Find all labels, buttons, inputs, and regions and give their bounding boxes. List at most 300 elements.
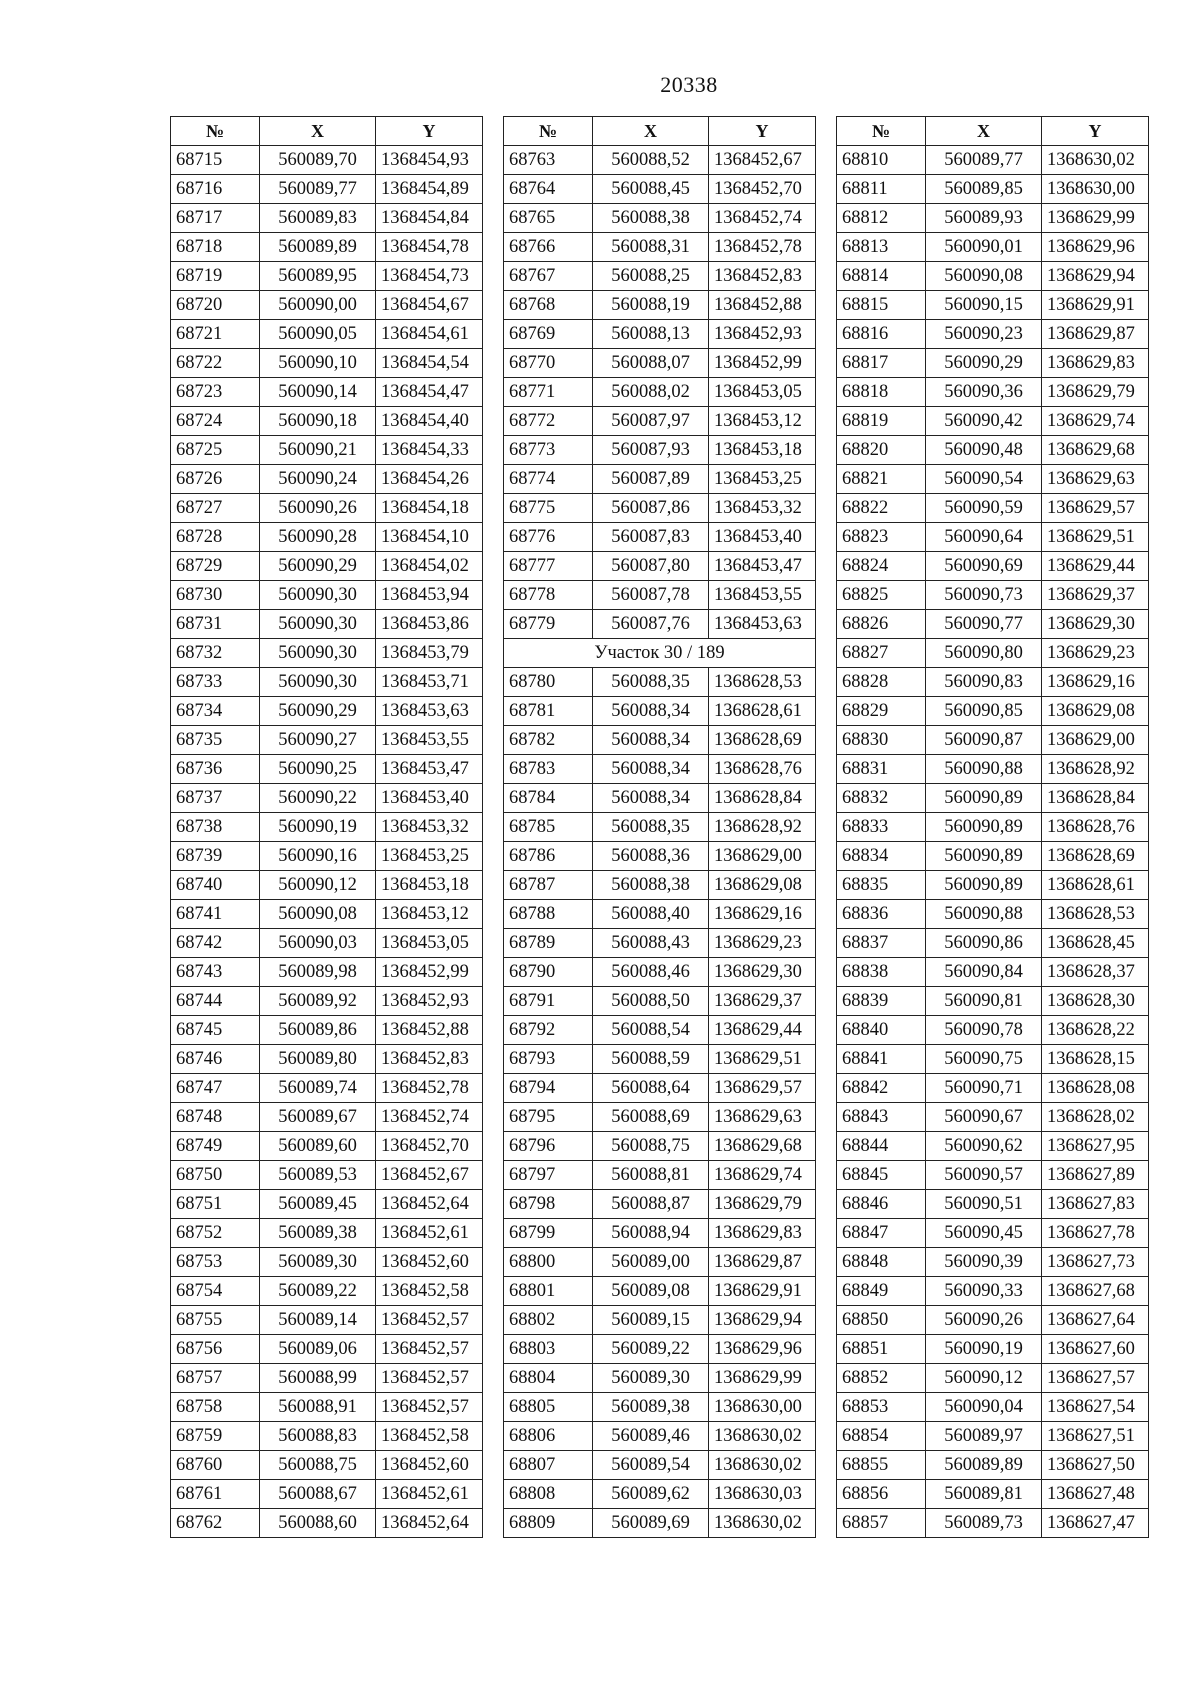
x-coordinate-cell: 560090,05 — [260, 320, 376, 349]
table-header-row — [837, 117, 1149, 146]
table-row — [171, 929, 483, 958]
point-number-cell: 68724 — [171, 407, 260, 436]
x-coordinate-cell: 560087,97 — [593, 407, 709, 436]
y-coordinate-cell: 1368454,84 — [376, 204, 483, 233]
x-coordinate-cell: 560088,25 — [593, 262, 709, 291]
x-coordinate-cell: 560088,35 — [593, 813, 709, 842]
table-row — [837, 494, 1149, 523]
point-number-cell: 68789 — [504, 929, 593, 958]
table-row — [837, 1132, 1149, 1161]
y-coordinate-cell: 1368630,02 — [709, 1451, 816, 1480]
table-row — [171, 784, 483, 813]
table-row — [837, 1422, 1149, 1451]
table-row — [504, 842, 816, 871]
x-coordinate-cell: 560087,83 — [593, 523, 709, 552]
point-number-cell: 68824 — [837, 552, 926, 581]
x-coordinate-cell: 560089,06 — [260, 1335, 376, 1364]
y-coordinate-cell: 1368628,61 — [1042, 871, 1149, 900]
point-number-cell: 68742 — [171, 929, 260, 958]
point-number-cell: 68791 — [504, 987, 593, 1016]
point-number-cell: 68745 — [171, 1016, 260, 1045]
y-coordinate-cell: 1368629,63 — [709, 1103, 816, 1132]
x-coordinate-cell: 560090,39 — [926, 1248, 1042, 1277]
x-coordinate-cell: 560088,83 — [260, 1422, 376, 1451]
point-number-cell: 68734 — [171, 697, 260, 726]
y-coordinate-cell: 1368628,37 — [1042, 958, 1149, 987]
point-number-cell: 68746 — [171, 1045, 260, 1074]
y-coordinate-cell: 1368452,57 — [376, 1335, 483, 1364]
point-number-cell: 68716 — [171, 175, 260, 204]
x-coordinate-cell: 560089,77 — [260, 175, 376, 204]
table-row — [171, 1190, 483, 1219]
x-coordinate-cell: 560090,28 — [260, 523, 376, 552]
y-coordinate-cell: 1368629,51 — [709, 1045, 816, 1074]
point-number-cell: 68833 — [837, 813, 926, 842]
x-coordinate-cell: 560088,64 — [593, 1074, 709, 1103]
point-number-cell: 68766 — [504, 233, 593, 262]
table-row — [837, 1509, 1149, 1538]
table-row — [837, 871, 1149, 900]
y-coordinate-cell: 1368452,58 — [376, 1277, 483, 1306]
table-row — [171, 349, 483, 378]
table-row — [504, 726, 816, 755]
table-row — [171, 1393, 483, 1422]
point-number-cell: 68732 — [171, 639, 260, 668]
x-coordinate-cell: 560090,69 — [926, 552, 1042, 581]
column-header-number: № — [837, 117, 926, 146]
point-number-cell: 68813 — [837, 233, 926, 262]
y-coordinate-cell: 1368628,69 — [709, 726, 816, 755]
table-row — [837, 581, 1149, 610]
point-number-cell: 68836 — [837, 900, 926, 929]
table-header-row — [504, 117, 816, 146]
point-number-cell: 68719 — [171, 262, 260, 291]
table-row — [171, 871, 483, 900]
table-header-row — [171, 117, 483, 146]
point-number-cell: 68852 — [837, 1364, 926, 1393]
point-number-cell: 68750 — [171, 1161, 260, 1190]
y-coordinate-cell: 1368628,30 — [1042, 987, 1149, 1016]
table-row — [171, 1364, 483, 1393]
y-coordinate-cell: 1368627,50 — [1042, 1451, 1149, 1480]
table-row — [504, 987, 816, 1016]
table-row — [171, 204, 483, 233]
x-coordinate-cell: 560090,89 — [926, 871, 1042, 900]
y-coordinate-cell: 1368628,76 — [709, 755, 816, 784]
point-number-cell: 68804 — [504, 1364, 593, 1393]
x-coordinate-cell: 560088,43 — [593, 929, 709, 958]
table-row — [504, 1393, 816, 1422]
x-coordinate-cell: 560090,01 — [926, 233, 1042, 262]
y-coordinate-cell: 1368629,08 — [709, 871, 816, 900]
point-number-cell: 68735 — [171, 726, 260, 755]
y-coordinate-cell: 1368454,18 — [376, 494, 483, 523]
table-row — [504, 233, 816, 262]
y-coordinate-cell: 1368454,26 — [376, 465, 483, 494]
table-row — [837, 1016, 1149, 1045]
y-coordinate-cell: 1368627,60 — [1042, 1335, 1149, 1364]
point-number-cell: 68842 — [837, 1074, 926, 1103]
y-coordinate-cell: 1368452,57 — [376, 1306, 483, 1335]
y-coordinate-cell: 1368453,32 — [376, 813, 483, 842]
column-header-number: № — [504, 117, 593, 146]
y-coordinate-cell: 1368627,57 — [1042, 1364, 1149, 1393]
x-coordinate-cell: 560090,08 — [260, 900, 376, 929]
point-number-cell: 68828 — [837, 668, 926, 697]
y-coordinate-cell: 1368453,25 — [376, 842, 483, 871]
x-coordinate-cell: 560090,26 — [926, 1306, 1042, 1335]
x-coordinate-cell: 560088,19 — [593, 291, 709, 320]
table-row — [837, 1045, 1149, 1074]
point-number-cell: 68854 — [837, 1422, 926, 1451]
y-coordinate-cell: 1368453,55 — [376, 726, 483, 755]
x-coordinate-cell: 560090,10 — [260, 349, 376, 378]
y-coordinate-cell: 1368452,74 — [709, 204, 816, 233]
point-number-cell: 68796 — [504, 1132, 593, 1161]
x-coordinate-cell: 560087,86 — [593, 494, 709, 523]
table-row — [171, 1422, 483, 1451]
y-coordinate-cell: 1368453,63 — [376, 697, 483, 726]
x-coordinate-cell: 560088,99 — [260, 1364, 376, 1393]
table-row — [837, 407, 1149, 436]
x-coordinate-cell: 560088,60 — [260, 1509, 376, 1538]
x-coordinate-cell: 560090,26 — [260, 494, 376, 523]
y-coordinate-cell: 1368629,51 — [1042, 523, 1149, 552]
point-number-cell: 68826 — [837, 610, 926, 639]
x-coordinate-cell: 560089,83 — [260, 204, 376, 233]
point-number-cell: 68837 — [837, 929, 926, 958]
point-number-cell: 68801 — [504, 1277, 593, 1306]
table-row — [504, 1422, 816, 1451]
x-coordinate-cell: 560090,84 — [926, 958, 1042, 987]
point-number-cell: 68838 — [837, 958, 926, 987]
point-number-cell: 68760 — [171, 1451, 260, 1480]
table-row — [837, 842, 1149, 871]
y-coordinate-cell: 1368454,40 — [376, 407, 483, 436]
table-row — [171, 1277, 483, 1306]
point-number-cell: 68733 — [171, 668, 260, 697]
y-coordinate-cell: 1368454,10 — [376, 523, 483, 552]
y-coordinate-cell: 1368629,44 — [1042, 552, 1149, 581]
y-coordinate-cell: 1368452,88 — [376, 1016, 483, 1045]
y-coordinate-cell: 1368629,87 — [1042, 320, 1149, 349]
point-number-cell: 68809 — [504, 1509, 593, 1538]
x-coordinate-cell: 560090,29 — [926, 349, 1042, 378]
x-coordinate-cell: 560090,04 — [926, 1393, 1042, 1422]
y-coordinate-cell: 1368452,74 — [376, 1103, 483, 1132]
y-coordinate-cell: 1368454,54 — [376, 349, 483, 378]
x-coordinate-cell: 560090,71 — [926, 1074, 1042, 1103]
point-number-cell: 68816 — [837, 320, 926, 349]
point-number-cell: 68744 — [171, 987, 260, 1016]
point-number-cell: 68815 — [837, 291, 926, 320]
point-number-cell: 68800 — [504, 1248, 593, 1277]
x-coordinate-cell: 560090,00 — [260, 291, 376, 320]
point-number-cell: 68765 — [504, 204, 593, 233]
y-coordinate-cell: 1368629,23 — [1042, 639, 1149, 668]
y-coordinate-cell: 1368628,84 — [709, 784, 816, 813]
y-coordinate-cell: 1368630,03 — [709, 1480, 816, 1509]
column-header-x: X — [926, 117, 1042, 146]
table-row — [171, 262, 483, 291]
table-row — [171, 1480, 483, 1509]
point-number-cell: 68818 — [837, 378, 926, 407]
point-number-cell: 68811 — [837, 175, 926, 204]
table-row — [171, 1248, 483, 1277]
point-number-cell: 68779 — [504, 610, 593, 639]
y-coordinate-cell: 1368452,64 — [376, 1509, 483, 1538]
table-row — [171, 436, 483, 465]
table-row — [504, 1045, 816, 1074]
x-coordinate-cell: 560088,07 — [593, 349, 709, 378]
point-number-cell: 68829 — [837, 697, 926, 726]
table-row — [837, 1277, 1149, 1306]
x-coordinate-cell: 560090,12 — [926, 1364, 1042, 1393]
point-number-cell: 68786 — [504, 842, 593, 871]
point-number-cell: 68774 — [504, 465, 593, 494]
y-coordinate-cell: 1368454,73 — [376, 262, 483, 291]
y-coordinate-cell: 1368452,99 — [709, 349, 816, 378]
table-row — [837, 639, 1149, 668]
point-number-cell: 68775 — [504, 494, 593, 523]
x-coordinate-cell: 560090,86 — [926, 929, 1042, 958]
y-coordinate-cell: 1368629,68 — [1042, 436, 1149, 465]
y-coordinate-cell: 1368629,99 — [709, 1364, 816, 1393]
point-number-cell: 68857 — [837, 1509, 926, 1538]
table-row — [504, 204, 816, 233]
point-number-cell: 68729 — [171, 552, 260, 581]
y-coordinate-cell: 1368629,63 — [1042, 465, 1149, 494]
y-coordinate-cell: 1368454,47 — [376, 378, 483, 407]
y-coordinate-cell: 1368453,18 — [376, 871, 483, 900]
y-coordinate-cell: 1368453,40 — [376, 784, 483, 813]
column-header-y: Y — [376, 117, 483, 146]
table-row — [837, 233, 1149, 262]
point-number-cell: 68737 — [171, 784, 260, 813]
y-coordinate-cell: 1368452,99 — [376, 958, 483, 987]
point-number-cell: 68723 — [171, 378, 260, 407]
table-row — [837, 262, 1149, 291]
y-coordinate-cell: 1368452,83 — [376, 1045, 483, 1074]
table-row — [171, 1016, 483, 1045]
x-coordinate-cell: 560089,30 — [593, 1364, 709, 1393]
y-coordinate-cell: 1368452,67 — [709, 146, 816, 175]
table-row — [171, 320, 483, 349]
x-coordinate-cell: 560088,94 — [593, 1219, 709, 1248]
point-number-cell: 68777 — [504, 552, 593, 581]
point-number-cell: 68720 — [171, 291, 260, 320]
table-row — [837, 784, 1149, 813]
x-coordinate-cell: 560090,57 — [926, 1161, 1042, 1190]
table-row — [837, 1161, 1149, 1190]
y-coordinate-cell: 1368629,08 — [1042, 697, 1149, 726]
point-number-cell: 68741 — [171, 900, 260, 929]
x-coordinate-cell: 560088,81 — [593, 1161, 709, 1190]
point-number-cell: 68788 — [504, 900, 593, 929]
y-coordinate-cell: 1368629,96 — [709, 1335, 816, 1364]
y-coordinate-cell: 1368628,08 — [1042, 1074, 1149, 1103]
y-coordinate-cell: 1368628,84 — [1042, 784, 1149, 813]
y-coordinate-cell: 1368629,79 — [1042, 378, 1149, 407]
y-coordinate-cell: 1368629,16 — [709, 900, 816, 929]
table-row — [504, 610, 816, 639]
table-row — [171, 1451, 483, 1480]
table-row — [504, 407, 816, 436]
y-coordinate-cell: 1368452,70 — [376, 1132, 483, 1161]
y-coordinate-cell: 1368629,37 — [709, 987, 816, 1016]
point-number-cell: 68832 — [837, 784, 926, 813]
point-number-cell: 68740 — [171, 871, 260, 900]
y-coordinate-cell: 1368453,40 — [709, 523, 816, 552]
table-row — [837, 929, 1149, 958]
x-coordinate-cell: 560090,48 — [926, 436, 1042, 465]
x-coordinate-cell: 560088,36 — [593, 842, 709, 871]
y-coordinate-cell: 1368628,02 — [1042, 1103, 1149, 1132]
x-coordinate-cell: 560089,92 — [260, 987, 376, 1016]
y-coordinate-cell: 1368454,89 — [376, 175, 483, 204]
y-coordinate-cell: 1368630,00 — [709, 1393, 816, 1422]
point-number-cell: 68764 — [504, 175, 593, 204]
y-coordinate-cell: 1368452,57 — [376, 1364, 483, 1393]
point-number-cell: 68795 — [504, 1103, 593, 1132]
point-number-cell: 68839 — [837, 987, 926, 1016]
x-coordinate-cell: 560090,25 — [260, 755, 376, 784]
x-coordinate-cell: 560090,27 — [260, 726, 376, 755]
y-coordinate-cell: 1368627,89 — [1042, 1161, 1149, 1190]
point-number-cell: 68758 — [171, 1393, 260, 1422]
x-coordinate-cell: 560089,80 — [260, 1045, 376, 1074]
y-coordinate-cell: 1368629,30 — [709, 958, 816, 987]
table-row — [837, 349, 1149, 378]
x-coordinate-cell: 560090,29 — [260, 552, 376, 581]
table-row — [837, 552, 1149, 581]
table-row — [171, 146, 483, 175]
point-number-cell: 68727 — [171, 494, 260, 523]
table-row — [171, 842, 483, 871]
table-row — [171, 900, 483, 929]
table-row — [504, 755, 816, 784]
point-number-cell: 68821 — [837, 465, 926, 494]
table-row — [837, 291, 1149, 320]
point-number-cell: 68807 — [504, 1451, 593, 1480]
table-row — [171, 1161, 483, 1190]
point-number-cell: 68752 — [171, 1219, 260, 1248]
x-coordinate-cell: 560088,34 — [593, 726, 709, 755]
point-number-cell: 68787 — [504, 871, 593, 900]
point-number-cell: 68793 — [504, 1045, 593, 1074]
y-coordinate-cell: 1368628,45 — [1042, 929, 1149, 958]
x-coordinate-cell: 560090,30 — [260, 610, 376, 639]
point-number-cell: 68843 — [837, 1103, 926, 1132]
x-coordinate-cell: 560088,40 — [593, 900, 709, 929]
point-number-cell: 68803 — [504, 1335, 593, 1364]
table-row — [171, 465, 483, 494]
x-coordinate-cell: 560089,60 — [260, 1132, 376, 1161]
x-coordinate-cell: 560090,30 — [260, 639, 376, 668]
point-number-cell: 68805 — [504, 1393, 593, 1422]
table-row — [837, 175, 1149, 204]
y-coordinate-cell: 1368629,91 — [709, 1277, 816, 1306]
section-label: Участок 30 / 189 — [504, 639, 816, 668]
point-number-cell: 68799 — [504, 1219, 593, 1248]
x-coordinate-cell: 560089,86 — [260, 1016, 376, 1045]
table-row — [504, 494, 816, 523]
table-row — [504, 1190, 816, 1219]
table-row — [504, 1364, 816, 1393]
y-coordinate-cell: 1368453,63 — [709, 610, 816, 639]
y-coordinate-cell: 1368452,64 — [376, 1190, 483, 1219]
table-row — [171, 1509, 483, 1538]
x-coordinate-cell: 560090,12 — [260, 871, 376, 900]
y-coordinate-cell: 1368452,93 — [376, 987, 483, 1016]
table-row — [837, 1074, 1149, 1103]
x-coordinate-cell: 560089,81 — [926, 1480, 1042, 1509]
table-row — [504, 581, 816, 610]
x-coordinate-cell: 560088,52 — [593, 146, 709, 175]
point-number-cell: 68844 — [837, 1132, 926, 1161]
x-coordinate-cell: 560088,54 — [593, 1016, 709, 1045]
y-coordinate-cell: 1368627,48 — [1042, 1480, 1149, 1509]
point-number-cell: 68721 — [171, 320, 260, 349]
y-coordinate-cell: 1368453,71 — [376, 668, 483, 697]
column-header-x: X — [260, 117, 376, 146]
point-number-cell: 68782 — [504, 726, 593, 755]
table-row — [171, 494, 483, 523]
x-coordinate-cell: 560090,64 — [926, 523, 1042, 552]
point-number-cell: 68718 — [171, 233, 260, 262]
table-row — [837, 755, 1149, 784]
x-coordinate-cell: 560089,69 — [593, 1509, 709, 1538]
table-row — [504, 784, 816, 813]
x-coordinate-cell: 560089,00 — [593, 1248, 709, 1277]
y-coordinate-cell: 1368454,02 — [376, 552, 483, 581]
table-row — [171, 175, 483, 204]
table-row — [837, 1480, 1149, 1509]
table-row — [837, 1335, 1149, 1364]
y-coordinate-cell: 1368628,61 — [709, 697, 816, 726]
table-row — [504, 175, 816, 204]
point-number-cell: 68751 — [171, 1190, 260, 1219]
table-row — [504, 378, 816, 407]
y-coordinate-cell: 1368629,83 — [1042, 349, 1149, 378]
point-number-cell: 68849 — [837, 1277, 926, 1306]
x-coordinate-cell: 560088,67 — [260, 1480, 376, 1509]
y-coordinate-cell: 1368453,12 — [376, 900, 483, 929]
x-coordinate-cell: 560087,93 — [593, 436, 709, 465]
table-row — [837, 1393, 1149, 1422]
y-coordinate-cell: 1368629,00 — [1042, 726, 1149, 755]
column-header-number: № — [171, 117, 260, 146]
x-coordinate-cell: 560089,45 — [260, 1190, 376, 1219]
column-header-y: Y — [709, 117, 816, 146]
x-coordinate-cell: 560088,38 — [593, 204, 709, 233]
point-number-cell: 68731 — [171, 610, 260, 639]
point-number-cell: 68806 — [504, 1422, 593, 1451]
x-coordinate-cell: 560088,02 — [593, 378, 709, 407]
table-row — [504, 1132, 816, 1161]
x-coordinate-cell: 560089,30 — [260, 1248, 376, 1277]
x-coordinate-cell: 560090,67 — [926, 1103, 1042, 1132]
x-coordinate-cell: 560090,88 — [926, 755, 1042, 784]
table-row — [171, 987, 483, 1016]
table-row — [504, 1509, 816, 1538]
point-number-cell: 68728 — [171, 523, 260, 552]
x-coordinate-cell: 560087,78 — [593, 581, 709, 610]
table-row — [171, 581, 483, 610]
y-coordinate-cell: 1368452,88 — [709, 291, 816, 320]
point-number-cell: 68773 — [504, 436, 593, 465]
x-coordinate-cell: 560090,89 — [926, 813, 1042, 842]
